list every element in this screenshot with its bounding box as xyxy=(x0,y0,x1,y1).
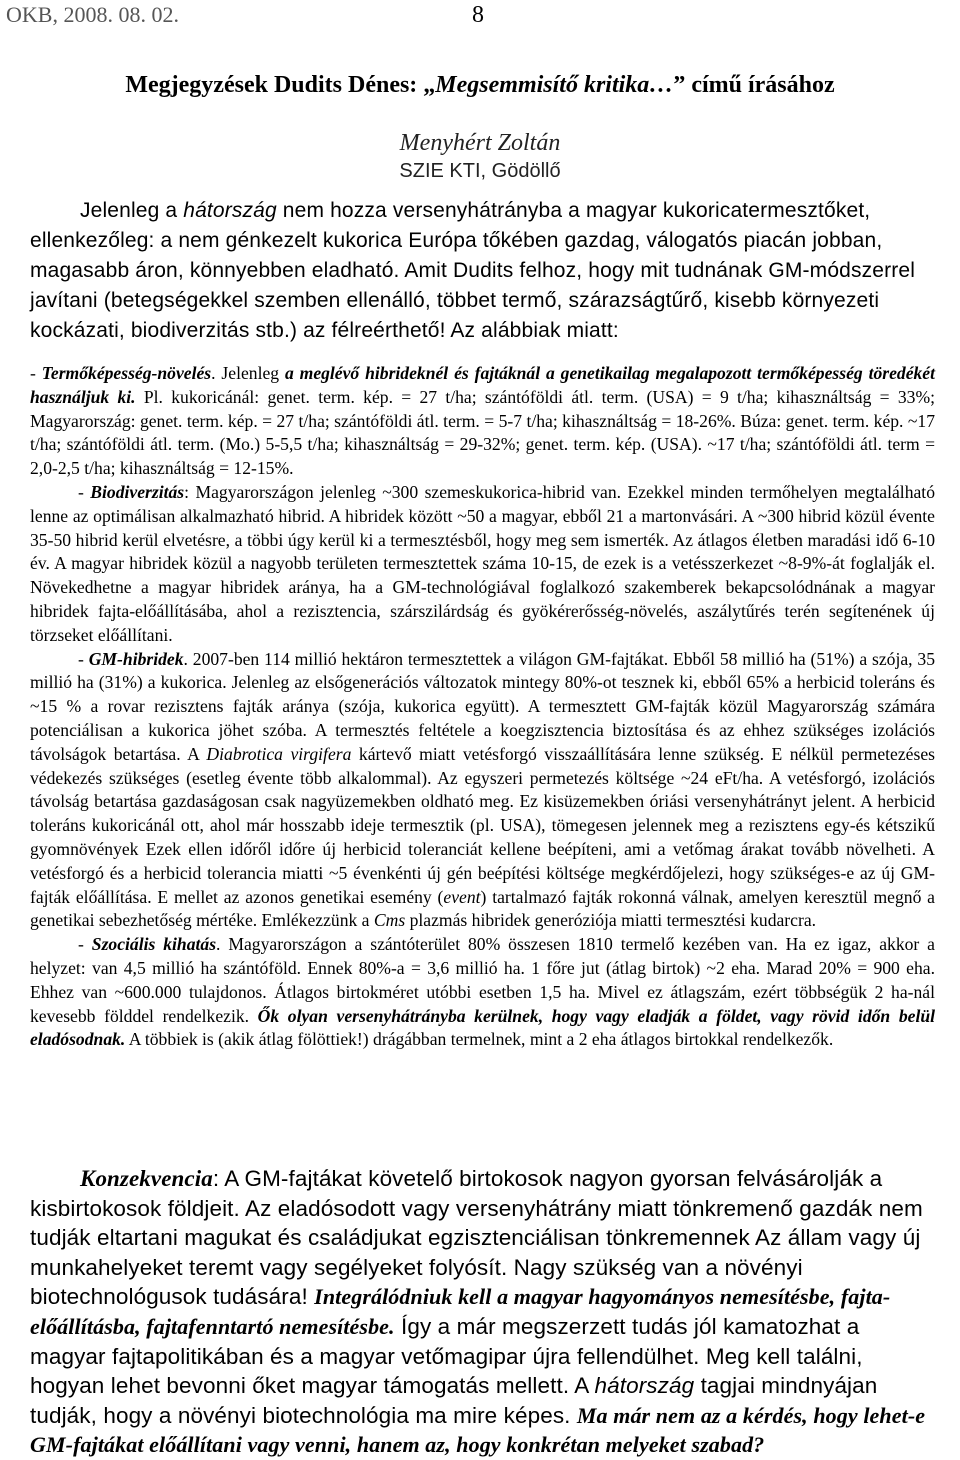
conclusion-text-4: hátország xyxy=(594,1373,695,1399)
intro-text-3: nem hozza versenyhátrányba a magyar kukoricatermesztőket, ellenkezőleg: a nem génkezelt kukorica Európa tőkében gazdag, válogatós piacán jobban, magasabb áron, könnyebben eladható. Amit Dudits felhoz, hogy mit tudnának GM-módszerrel javítani (betegségekkel szemben ellenálló, többet termő, szárazságtűrő, kisebb környezeti kockázati, biodiverzitás stb.) az félreérthető! Az alábbiak miatt: xyxy=(30,199,916,342)
intro-paragraph xyxy=(30,196,935,346)
author-affiliation: SZIE KTI, Gödöllő xyxy=(399,160,561,182)
conclusion-text-2: Integrálódniuk kell a magyar hagyományos nemesítésbe, fajta-előállításba, fajtafenntartó nemesítésbe. xyxy=(30,1284,891,1339)
gm-text-7: plazmás hibridek generóziója miatti termesztési kudarcra. xyxy=(405,910,817,931)
biodiv-dash: - xyxy=(78,481,91,502)
author-name: Menyhért Zoltán xyxy=(399,130,561,156)
social-heading: Szociális kihatás xyxy=(91,934,217,955)
gm-dash: - xyxy=(78,648,89,669)
gm-heading: GM-hibridek xyxy=(88,648,184,669)
conclusion-text-1: : A GM-fajtákat követelő birtokosok nagyon gyorsan felvásárolják a kisbirtokosok földjeit. Az eladósodott vagy versenyhátrány miatt tönkremenő gazdák nem tudják eltartani magukat és családjukat egzisztenciálisan tönkremennek Az állam vagy új munkahelyeket teremt vagy segélyeket folyósít. Nagy szükség van a növényi biotechnológusok tudására! xyxy=(30,1166,923,1310)
yield-paragraph xyxy=(30,362,935,481)
yield-dash: - xyxy=(30,363,42,383)
gm-text-3: kártevő miatt vetésforgó visszaállítására lenne szükség. E nélkül permetezéses védekezés szükséges (esetleg évente több alkalommal). Az egyszeri permetezés költsége ~24 eFt/ha. A vetésforgó, izolációs távolság betartása gazdaságosan csak nagyüzemekben oldható meg. Ez kisüzemekben óriási versenyhátrányt jelent. A herbicid toleráns kukoricánál ott, ahol már hosszabb ideje termesztik (pl. USA), tömegesen jelennek meg a rezisztens egy-és kétszikű gyomnövények Ezek ellen időről időre új herbicid toleranciát kellene beépíteni, ami a vetőmag árakat tovább növelheti. A vetésforgó és a herbicid tolerancia miatti ~5 évenkénti új gén beépítési költsége megkérdőjelezi, hogy szükséges-e az új GM-fajták előállítása. E mellet az azonos genetikai esemény ( xyxy=(30,743,935,907)
biodiv-text-1: : Magyarországon jelenleg ~300 szemeskukorica-hibrid van. Ezekkel minden termőhelyen megtalálható lenne az optimálisan alkalmazható hibrid. A hibridek között ~50 a magyar, ebből 21 a martonvásári. A ~300 hibrid közül évente 35-50 hibrid kerül elvetésre, a többi úgy kerül ki a termesztésből, hogy meg sem ismerték. Az átlagos életben maradási idő 6-10 év. A magyar hibridek közül a nagyobb területen termesztettek száma 10-15, de ezek is a vetésszerkezet ~8-9%-át foglalják el. Növekedhetne a magyar hibridek aránya, ha a GM-technológiával foglalkozó szakemberek bekapcsolódnának a magyar hibridek fajta-előállításába, ahol a rezisztencia, szárszilárdság és gyökérerősség-növelés, aszálytűrés terén segítenének új törzseket előállítani. xyxy=(30,481,935,645)
conclusion-heading: Konzekvencia xyxy=(80,1166,213,1191)
gm-paragraph xyxy=(30,648,935,934)
conclusion-text-3: Így a már megszerzett tudás jól kamatozhat a magyar fajtapolitikában és a magyar vetőmagipar újra fellendülhet. Meg kell találni, hogyan lehet bevonni őket magyar támogatás mellett. A xyxy=(30,1313,863,1399)
gm-text-2: Diabrotica virgifera xyxy=(206,743,352,764)
gm-text-4: event xyxy=(443,886,481,907)
social-text-2: Ők olyan versenyhátrányba kerülnek, hogy vagy eladják a földet, vagy rövid időn belül eladósodnak. xyxy=(30,1005,935,1050)
intro-text-1: Jelenleg a xyxy=(80,199,184,222)
title-prefix: Megjegyzések Dudits Dénes: „ xyxy=(125,72,436,98)
yield-text-2: a meglévő hibrideknél és fajtáknál a genetikailag megalapozott termőképesség töredékét használjuk ki. xyxy=(30,363,936,407)
body-section xyxy=(30,362,935,1052)
gm-text-6: Cms xyxy=(373,910,406,931)
social-paragraph xyxy=(30,933,935,1052)
conclusion-text-6: Ma már nem az a kérdés, hogy lehet-e GM-fajtákat előállítani vagy venni, hanem az, hogy konkrétan melyeket szabad? xyxy=(30,1402,926,1458)
yield-text-1: . Jelenleg xyxy=(211,363,285,383)
yield-heading: Termőképesség-növelés xyxy=(41,363,212,383)
page-number: 8 xyxy=(472,2,484,28)
social-dash: - xyxy=(78,934,92,955)
biodiv-heading: Biodiverzitás xyxy=(90,481,185,502)
intro-text-2: hátország xyxy=(183,199,277,222)
gm-text-1: . 2007-ben 114 millió hektáron termesztettek a világon GM-fajtákat. Ebből 58 millió ha (51%) a szója, 35 millió ha (31%) a kukorica. Jelenleg az elsőgenerációs változatok mintegy 80%-ot tesznek ki, ebből 65% a herbicid toleráns és ~15 % a rovar rezisztens fajták aránya (szója, kukorica együtt). A termesztett GM-fajták közül Magyarország számára potenciálisan a kukorica jöhet szóba. A termesztés feltétele a koegzisztencia biztosítása és az ehhez szükséges izolációs távolságok betartása. A xyxy=(30,648,935,764)
conclusion-paragraph xyxy=(30,1164,935,1460)
social-text-3: A többiek is (akik átlag fölöttiek!) drágábban termelnek, mint a 2 eha átlagos birtokkal rendelkezők. xyxy=(125,1029,834,1050)
gm-text-5: ) tartalmazó fajták rokonná válnak, amelyen keresztül megnő a genetikai sebezhetőség mértéke. Emlékezzünk a xyxy=(30,886,935,931)
title-suffix: ” című írásához xyxy=(673,72,835,98)
biodiv-paragraph xyxy=(30,481,935,648)
yield-text-3: Pl. kukoricánál: genet. term. kép. = 27 t/ha; szántóföldi átl. term. (USA) = 9 t/ha; kihasználtság = 33%; Magyarország: genet. term. kép. = 27 t/ha; szántóföldi átl. term. = 5-7 t/ha; kihasználtság = 18-26%. Búza: genet. term. kép. ~17 t/ha; szántóföldi átl. term. (Mo.) 5-5,5 t/ha; kihasználtság = 29-32%; genet. term. kép. (USA). ~17 t/ha; szántóföldi átl. term = 2,0-2,5 t/ha; kihasználtság = 12-15%. xyxy=(30,386,935,479)
page-title xyxy=(0,72,960,99)
header-date: OKB, 2008. 08. 02. xyxy=(6,2,179,27)
conclusion-text-5: tagjai mindnyájan tudják, hogy a növényi biotechnológia ma mire képes. xyxy=(30,1373,878,1428)
title-italic: Megsemmisítő kritika… xyxy=(435,72,674,98)
social-text-1: . Magyarországon a szántóterület 80% összesen 1810 termelő kezében van. Ha ez igaz, akkor a helyzet: van 4,5 millió ha szántóföld. Ennek 80%-a = 3,6 millió ha. 1 főre jut (átlag birtok) ~2 eha. Marad 20% = 900 eha. Ehhez van ~600.000 tulajdonos. Átlagos birtokméret utóbbi esetben 1,5 ha. Mivel ez átlagszám, ezért többségük 2 ha-nál kevesebb földdel rendelkezik. xyxy=(30,934,935,1026)
